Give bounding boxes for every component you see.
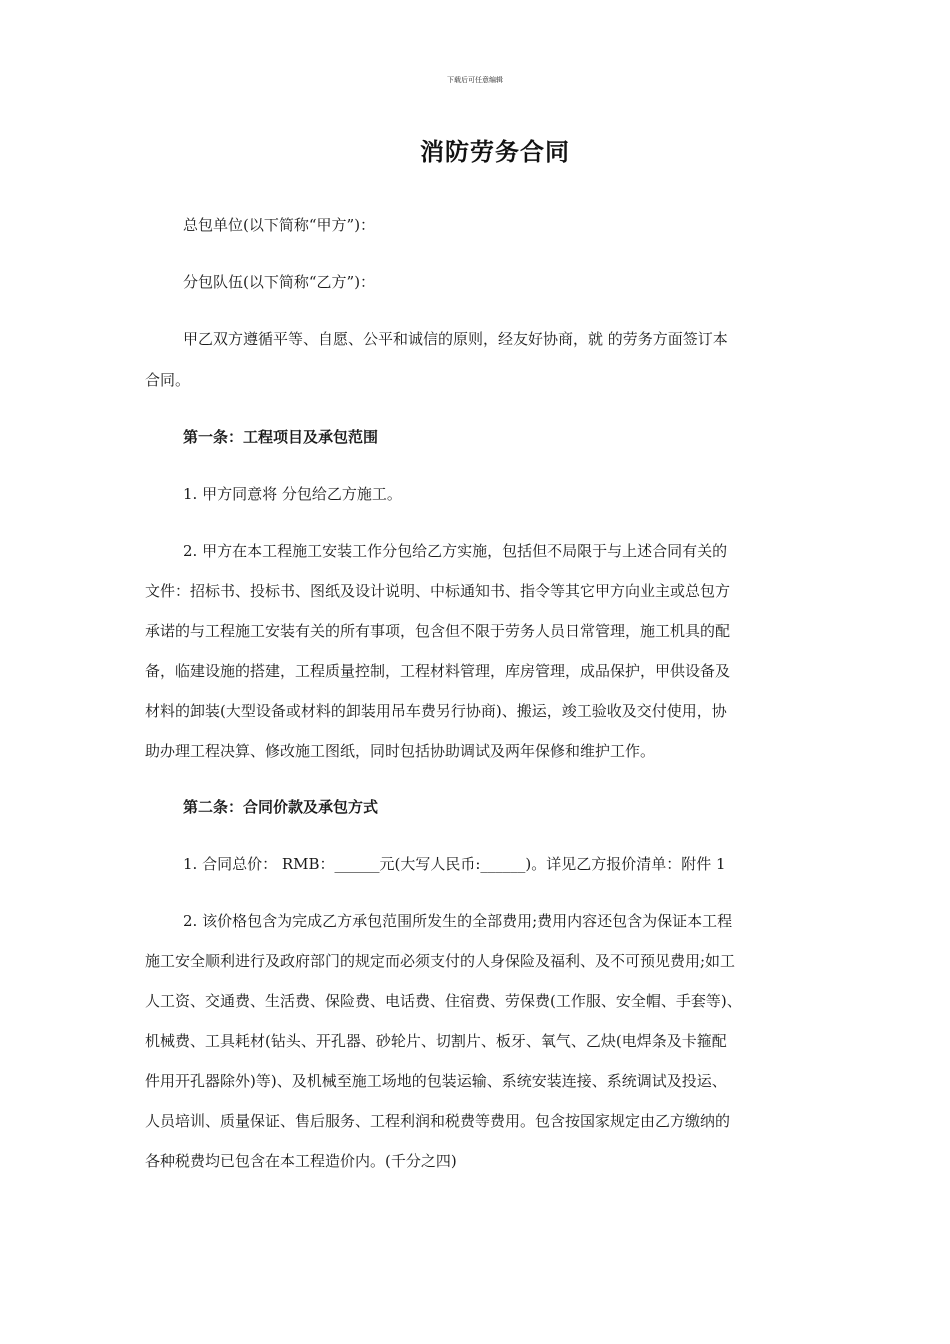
article2-item2-line: 机械费、工具耗材(钻头、开孔器、砂轮片、切割片、板牙、氧气、乙炔(电焊条及卡箍配 (145, 1032, 727, 1050)
article1-item2-line: 材料的卸装(大型设备或材料的卸装用吊车费另行协商)、搬运，竣工验收及交付使用，协 (145, 702, 727, 720)
article2-item2-line: 施工安全顺利进行及政府部门的规定而必须支付的人身保险及福利、及不可预见费用;如工 (145, 952, 736, 970)
article1-heading: 第一条：工程项目及承包范围 (183, 428, 379, 446)
article2-item2-line: 2. 该价格包含为完成乙方承包范围所发生的全部费用;费用内容还包含为保证本工程 (183, 912, 733, 930)
article1-item2-line: 承诺的与工程施工安装有关的所有事项，包含但不限于劳务人员日常管理，施工机具的配 (145, 622, 731, 640)
article1-item2-line: 助办理工程决算、修改施工图纸，同时包括协助调试及两年保修和维护工作。 (145, 742, 656, 760)
party-b-line: 分包队伍(以下简称“乙方”)： (183, 273, 376, 291)
header-note: 下载后可任意编辑 (447, 76, 503, 84)
intro-line: 合同。 (145, 371, 191, 389)
article1-item1: 1. 甲方同意将 分包给乙方施工。 (183, 485, 402, 503)
party-a-line: 总包单位(以下简称“甲方”)： (183, 216, 376, 234)
article2-item2-line: 件用开孔器除外)等)、及机械至施工场地的包装运输、系统安装连接、系统调试及投运、 (145, 1072, 727, 1090)
article1-item2-line: 文件：招标书、投标书、图纸及设计说明、中标通知书、指令等其它甲方向业主或总包方 (145, 582, 731, 600)
intro-line: 甲乙双方遵循平等、自愿、公平和诚信的原则，经友好协商，就 的劳务方面签订本 (183, 330, 728, 348)
document-title: 消防劳务合同 (420, 138, 570, 166)
article1-item2-line: 2. 甲方在本工程施工安装工作分包给乙方实施，包括但不局限于与上述合同有关的 (183, 542, 728, 560)
article2-item2-line: 人工资、交通费、生活费、保险费、电话费、住宿费、劳保费(工作服、安全帽、手套等)、 (145, 992, 742, 1010)
article2-heading: 第二条：合同价款及承包方式 (183, 798, 379, 816)
article2-item2-line: 各种税费均已包含在本工程造价内。(千分之四) (145, 1152, 457, 1170)
article2-item2-line: 人员培训、质量保证、售后服务、工程利润和税费等费用。包含按国家规定由乙方缴纳的 (145, 1112, 731, 1130)
article1-item2-line: 备，临建设施的搭建，工程质量控制，工程材料管理，库房管理，成品保护，甲供设备及 (145, 662, 731, 680)
article2-item1: 1. 合同总价： RMB：______元(大写人民币:______)。详见乙方报价清单：附件 1 (183, 855, 726, 873)
